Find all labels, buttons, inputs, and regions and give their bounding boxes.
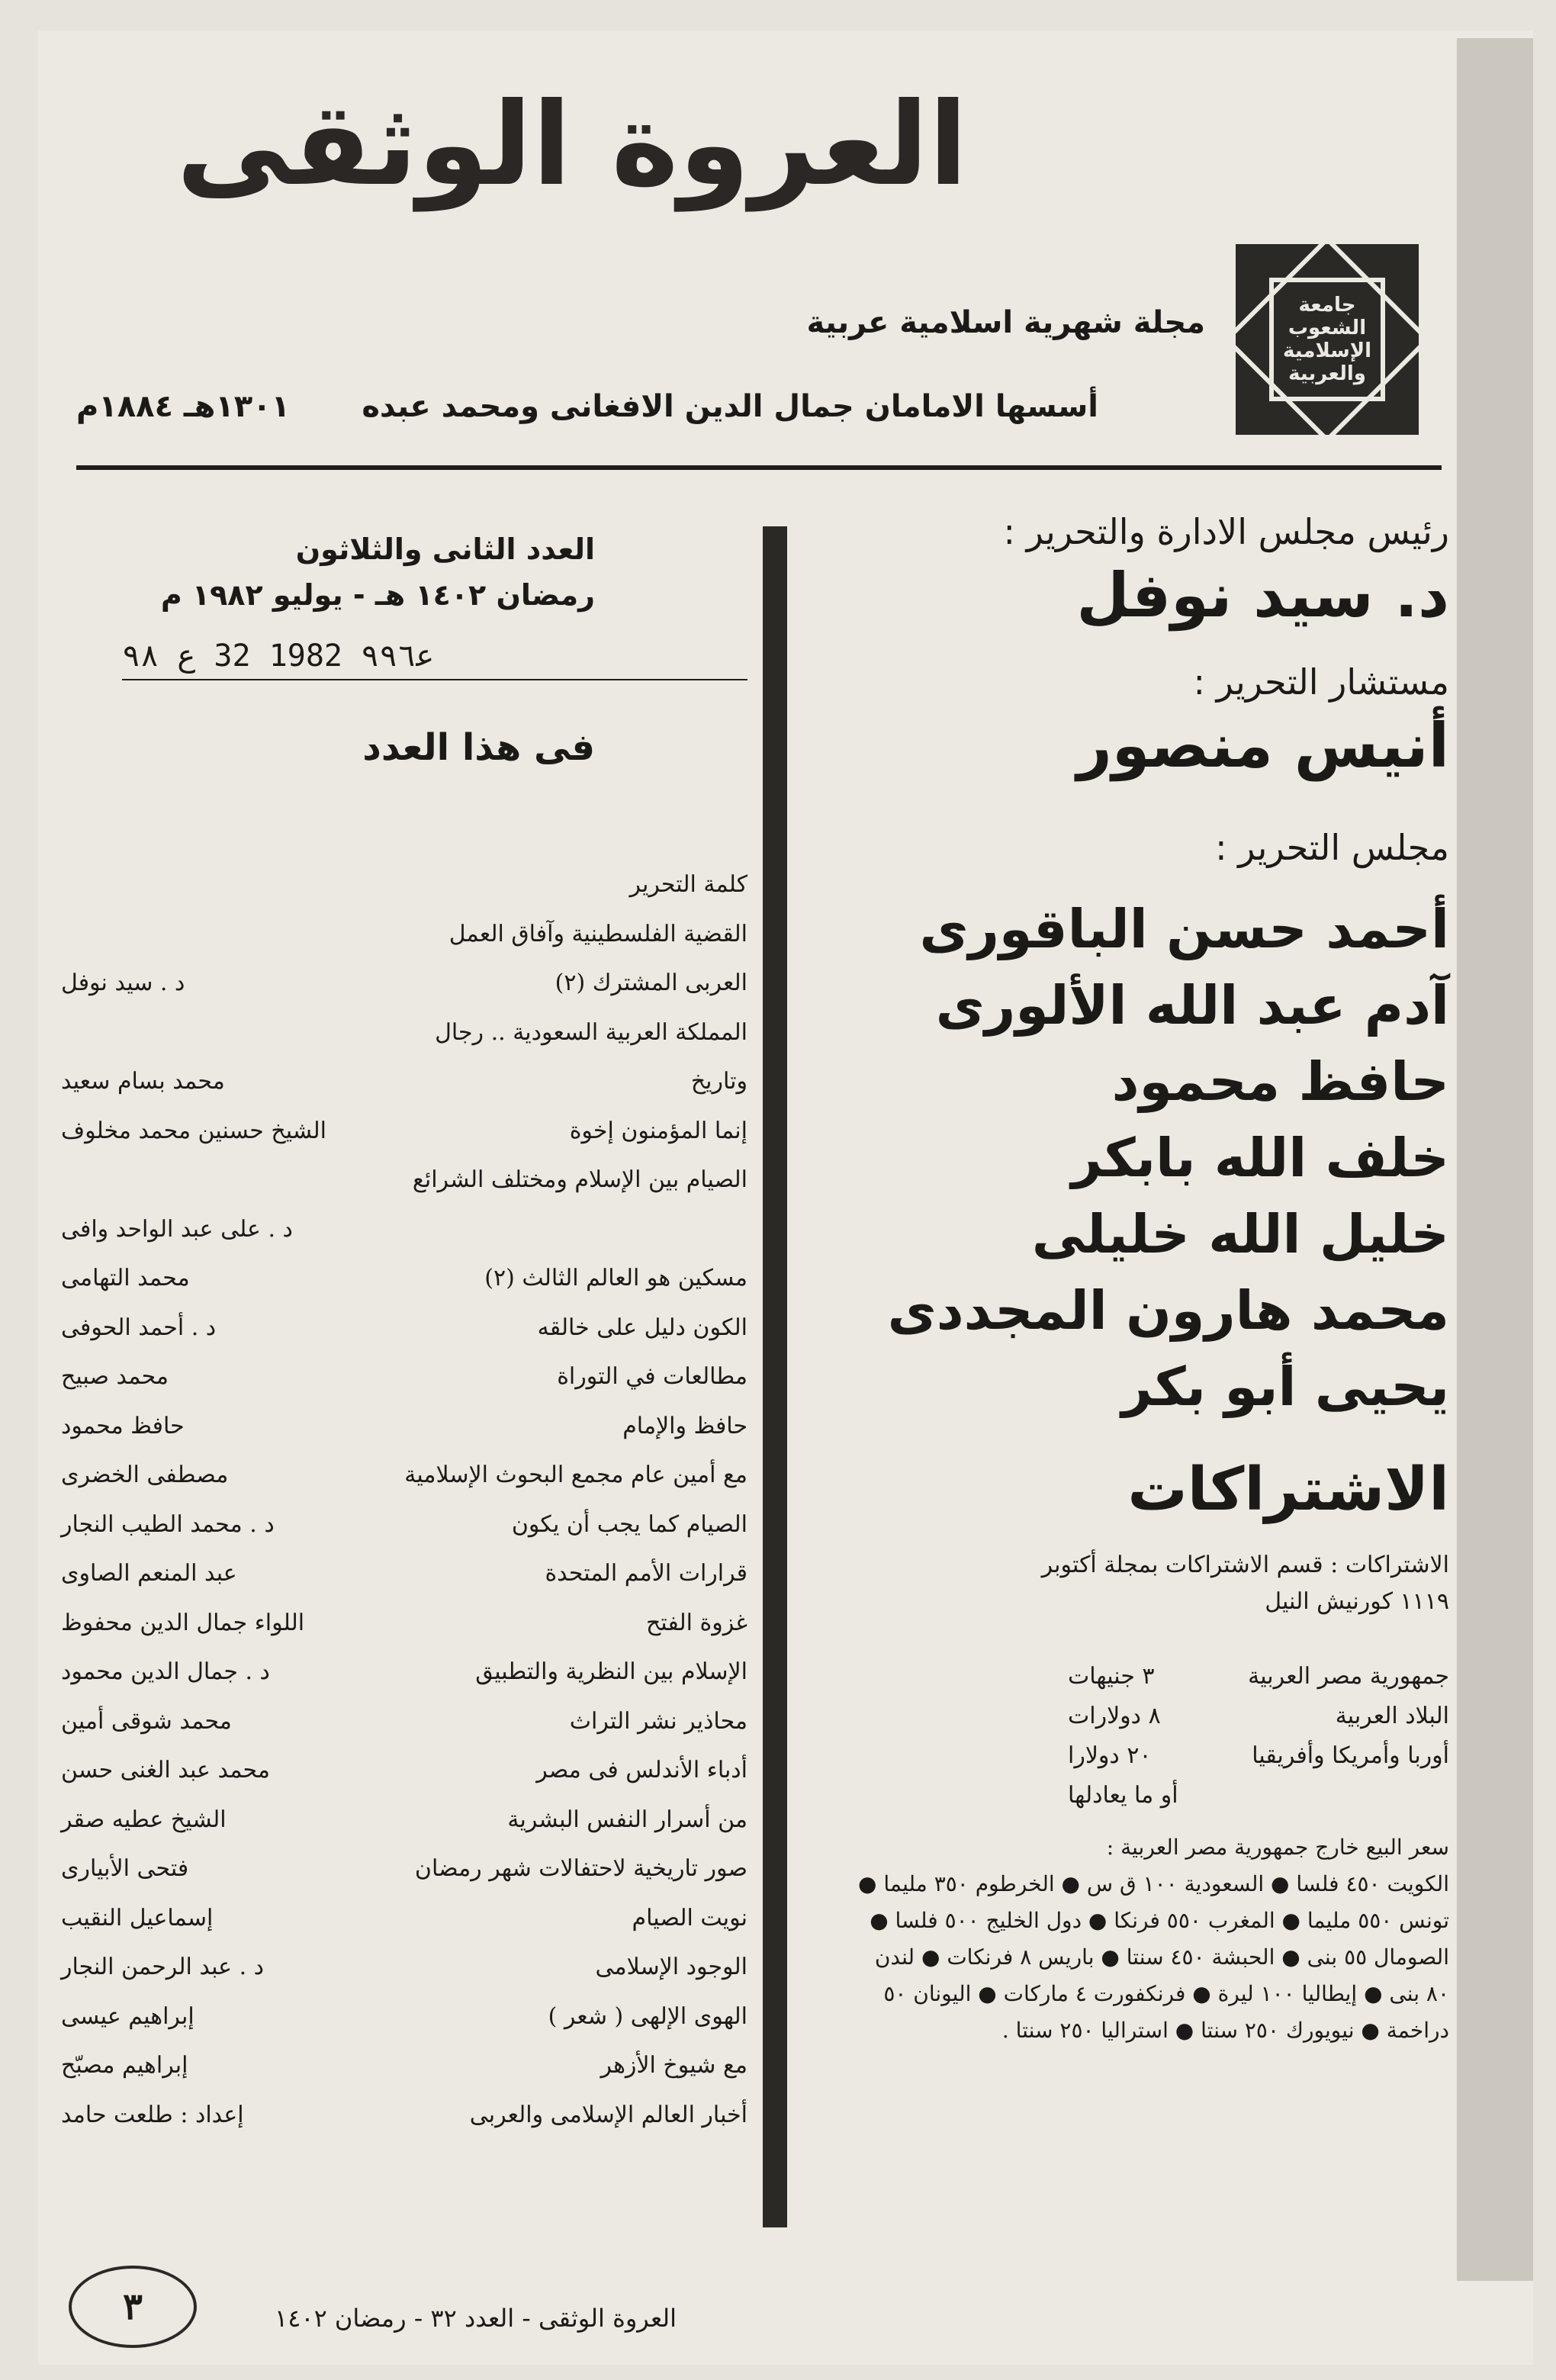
toc-title: نويت الصيام <box>632 1904 747 1931</box>
board-member: حافظ محمود <box>1111 1050 1449 1113</box>
rate-price: ٢٠ دولارا <box>1068 1742 1152 1769</box>
founders-line <box>76 389 1098 424</box>
board-role: مجلس التحرير : <box>1215 827 1449 868</box>
toc-author: الشيخ عطيه صقر <box>61 1806 227 1833</box>
page-number-ornament <box>69 2266 197 2348</box>
toc-row <box>61 1205 747 1255</box>
rate-price: ٣ جنيهات <box>1068 1663 1155 1690</box>
toc-author: محمد شوقى أمين <box>61 1707 232 1735</box>
board-member: يحيى أبو بكر <box>1121 1356 1449 1418</box>
toc-title <box>381 959 747 1008</box>
toc-title: أدباء الأندلس فى مصر <box>536 1757 747 1783</box>
toc-title: حافظ والإمام <box>622 1412 747 1439</box>
price-line: الكويت ٤٥٠ فلسا ● السعودية ١٠٠ ق س ● الخرطوم ٣٥٠ مليما ● <box>858 1871 1449 1896</box>
subscription-rates <box>809 1658 1449 1814</box>
toc-author: إعداد : طلعت حامد <box>61 2101 244 2128</box>
toc-author: الشيخ حسنين محمد مخلوف <box>61 1117 327 1144</box>
toc-author: مصطفى الخضرى <box>61 1462 229 1488</box>
chair-role: رئيس مجلس الادارة والتحرير : <box>1003 511 1449 552</box>
editorial-column <box>809 511 1449 2049</box>
university-emblem <box>1236 244 1419 435</box>
price-line: دراخمة ● نيويورك ٢٥٠ سنتا ● استراليا ٢٥٠ سنتا . <box>1001 2018 1449 2043</box>
rate-row <box>1068 1738 1449 1774</box>
toc-author: محمد بسام سعيد <box>61 1068 225 1095</box>
toc-title: أخبار العالم الإسلامى والعربى <box>469 2101 747 2128</box>
toc-author: محمد عبد الغنى حسن <box>61 1757 270 1783</box>
toc-title: الوجود الإسلامى <box>595 1954 747 1980</box>
toc-title: مع شيوخ الأزهر <box>600 2052 747 2079</box>
rate-region: البلاد العربية <box>1335 1703 1449 1729</box>
toc-row <box>61 1943 747 1992</box>
toc-title: مطالعات في التوراة <box>557 1363 747 1390</box>
toc-author: د . على عبد الواحد وافى <box>61 1215 293 1243</box>
board-member: محمد هارون المجددى <box>887 1279 1449 1342</box>
toc-row <box>61 1844 747 1894</box>
toc-author: اللواء جمال الدين محفوظ <box>61 1609 305 1636</box>
toc-title: مسكين هو العالم الثالث (٢) <box>484 1265 747 1291</box>
toc-row <box>61 1451 747 1500</box>
toc-row <box>61 1057 747 1107</box>
foreign-prices <box>809 1829 1449 2049</box>
toc-author: عبد المنعم الصاوى <box>61 1560 237 1587</box>
founding-year: ١٣٠١هـ ١٨٨٤م <box>76 389 290 424</box>
board-member: خلف الله بابكر <box>1071 1127 1449 1189</box>
toc-title: الإسلام بين النظرية والتطبيق <box>475 1658 747 1685</box>
rate-row <box>1068 1658 1449 1695</box>
toc-row <box>61 1992 747 2042</box>
toc-title: المملكة العربية السعودية .. رجال وتاريخ <box>435 1018 747 1095</box>
toc-row <box>61 1599 747 1648</box>
toc-title: قرارات الأمم المتحدة <box>545 1560 747 1587</box>
page-number: ٣ <box>123 2285 143 2328</box>
table-of-contents <box>61 860 747 2140</box>
toc-row <box>61 1304 747 1353</box>
contents-column <box>61 526 747 2140</box>
toc-author: د . جمال الدين محمود <box>61 1658 270 1685</box>
toc-author: د . محمد الطيب النجار <box>61 1510 275 1538</box>
toc-row <box>61 1549 747 1599</box>
toc-row <box>61 1746 747 1796</box>
page-footer: العروة الوثقى - العدد ٣٢ - رمضان ١٤٠٢ <box>275 2304 677 2333</box>
toc-row <box>61 1254 747 1304</box>
subscriptions-dept: الاشتراكات : قسم الاشتراكات بمجلة أكتوبر <box>1041 1552 1449 1578</box>
handwritten-note: ﻋ٩٩٦ 1982 32 ع ٩٨ <box>122 633 747 680</box>
toc-row <box>61 1352 747 1402</box>
founders-text: أسسها الامامان جمال الدين الافغانى ومحمد عبده <box>362 389 1098 424</box>
toc-row <box>61 2041 747 2091</box>
price-line: ٨٠ بنى ● إيطاليا ١٠٠ ليرة ● فرنكفورت ٤ ماركات ● اليونان ٥٠ <box>883 1981 1449 2006</box>
toc-author <box>61 860 381 910</box>
rate-price: أو ما يعادلها <box>1068 1782 1178 1809</box>
header-divider <box>76 465 1442 470</box>
toc-row <box>61 1500 747 1550</box>
toc-row <box>61 860 747 910</box>
rate-row <box>1068 1698 1449 1735</box>
toc-row <box>61 1402 747 1452</box>
in-this-issue-heading: فى هذا العدد <box>362 726 595 769</box>
toc-author: محمد التهامى <box>61 1265 190 1291</box>
magazine-subtitle: مجلة شهرية اسلامية عربية <box>806 305 1205 340</box>
toc-row <box>61 1107 747 1156</box>
issue-number: العدد الثانى والثلاثون <box>295 532 595 566</box>
toc-title: القضية الفلسطينية وآفاق العمل العربى المشترك (٢) <box>448 920 747 996</box>
column-divider <box>763 526 787 2227</box>
toc-author: د . عبد الرحمن النجار <box>61 1954 265 1980</box>
chair-name: د. سيد نوفل <box>1076 560 1449 631</box>
toc-title <box>381 1057 747 1107</box>
toc-row <box>61 959 747 1008</box>
toc-title: إنما المؤمنون إخوة <box>569 1117 747 1144</box>
toc-title: غزوة الفتح <box>645 1609 747 1636</box>
subscriptions-title: الاشتراكات <box>1127 1455 1449 1524</box>
board-member: آدم عبد الله الألورى <box>935 974 1449 1037</box>
toc-row <box>61 1648 747 1697</box>
toc-title: من أسرار النفس البشرية <box>507 1806 747 1833</box>
toc-title: مع أمين عام مجمع البحوث الإسلامية <box>404 1462 747 1488</box>
issue-date: رمضان ١٤٠٢ هـ - يوليو ١٩٨٢ م <box>160 578 595 612</box>
toc-row <box>61 1697 747 1747</box>
toc-title: محاذير نشر التراث <box>569 1707 747 1735</box>
toc-author <box>61 1156 381 1205</box>
board-member: خليل الله خليلى <box>1031 1203 1449 1266</box>
advisor-name: أنيس منصور <box>1076 710 1449 781</box>
toc-title: الكون دليل على خالقه <box>537 1314 747 1341</box>
toc-author: حافظ محمود <box>61 1412 185 1439</box>
toc-author: محمد صبيح <box>61 1363 169 1390</box>
toc-author: إبراهيم مصبّح <box>61 2052 188 2079</box>
toc-author <box>61 910 381 960</box>
rate-row <box>1068 1777 1449 1814</box>
toc-row <box>61 2091 747 2140</box>
toc-title: الصيام كما يجب أن يكون <box>511 1510 747 1538</box>
toc-title: كلمة التحرير <box>629 871 747 898</box>
toc-author: إبراهيم عيسى <box>61 2002 194 2030</box>
toc-title: الصيام بين الإسلام ومختلف الشرائع <box>412 1166 747 1193</box>
toc-row <box>61 1796 747 1845</box>
rate-region: أوربا وأمريكا وأفريقيا <box>1252 1742 1449 1769</box>
toc-title: الهوى الإلهى ( شعر ) <box>548 2002 747 2030</box>
toc-author <box>61 1008 381 1058</box>
board-member: أحمد حسن الباقورى <box>919 898 1449 960</box>
price-line: الصومال ٥٥ بنى ● الحبشة ٤٥٠ سنتا ● باريس ٨ فرنكات ● لندن <box>874 1944 1449 1970</box>
toc-row <box>61 1156 747 1205</box>
toc-title <box>381 1205 747 1255</box>
page-edge-shadow <box>1457 38 1533 2281</box>
prices-title: سعر البيع خارج جمهورية مصر العربية : <box>1106 1835 1449 1860</box>
toc-author: إسماعيل النقيب <box>61 1904 214 1931</box>
toc-row <box>61 1894 747 1944</box>
price-line: تونس ٥٥٠ مليما ● المغرب ٥٥٠ فرنكا ● دول الخليج ٥٠٠ فلسا ● <box>870 1908 1449 1933</box>
toc-author: د . أحمد الحوفى <box>61 1314 217 1341</box>
toc-author: فتحى الأبيارى <box>61 1855 189 1882</box>
masthead-title: العروة الوثقى <box>176 79 968 211</box>
rate-price: ٨ دولارات <box>1068 1703 1161 1729</box>
toc-title: صور تاريخية لاحتفالات شهر رمضان <box>414 1855 747 1882</box>
rate-region: جمهورية مصر العربية <box>1248 1663 1449 1690</box>
toc-author: د . سيد نوفل <box>61 970 185 996</box>
subscriptions-address: ١١١٩ كورنيش النيل <box>1265 1588 1449 1615</box>
advisor-role: مستشار التحرير : <box>1193 661 1449 703</box>
emblem-text: جامعة الشعوب الإسلامية والعربية <box>1269 278 1385 401</box>
